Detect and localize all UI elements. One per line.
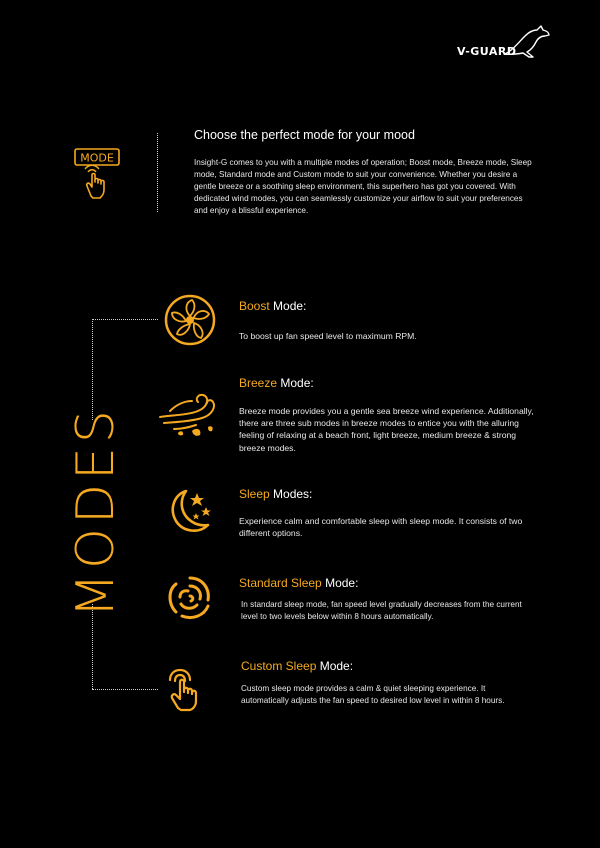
mode-desc-sleep: Experience calm and comfortable sleep with sleep mode. It consists of two different options. — [239, 516, 523, 539]
mode-hand-icon — [74, 148, 120, 200]
kangaroo-icon — [503, 24, 551, 60]
intro-body: Insight-G comes to you with a multiple modes of operation; Boost mode, Breeze mode, Sleep mode, Standard mode and Custom mode to suit your convenience. Whether you desire a gentle breeze or a soothing sleep environment, this superhero has got you covered. With dedicated wind modes, you can seamlessly customize your airflow to suit your preferences and enjoy a blissful experience. — [194, 158, 532, 215]
mode-desc-custom-sleep: Custom sleep mode provides a calm & quiet sleeping experience. It automatically adjusts the fan speed to desired low level in within 8 hours. — [241, 684, 505, 706]
fan-icon — [164, 294, 216, 351]
brand-logo — [455, 24, 550, 64]
logo-text: V-GUARD — [457, 45, 517, 58]
mode-desc-breeze: Breeze mode provides you a gentle sea breeze wind experience. Additionally, there are three sub modes in breeze modes to entice you with the alluring feeling of relaxing at a beach front, light breeze, medium breeze & strong breeze modes. — [239, 406, 534, 453]
mode-title-breeze: Breeze Mode: — [239, 376, 314, 390]
bracket-line — [92, 689, 158, 690]
breeze-icon — [158, 391, 220, 446]
intro-divider — [157, 133, 158, 212]
mode-title-standard-sleep: Standard Sleep Mode: — [239, 576, 359, 590]
mode-title-sleep: Sleep Modes: — [239, 487, 313, 501]
touch-hand-icon — [166, 668, 214, 717]
bracket-line — [92, 319, 158, 320]
mode-desc-standard-sleep: In standard sleep mode, fan speed level gradually decreases from the current level to two levels below within 8 hours automatically. — [241, 600, 522, 622]
moon-stars-icon — [166, 487, 216, 542]
mode-icon-label: MODE — [80, 151, 114, 165]
mode-desc-boost: To boost up fan speed level to maximum RPM. — [239, 331, 417, 341]
intro-title: Choose the perfect mode for your mood — [194, 128, 415, 142]
section-vertical-title: MODES — [66, 406, 126, 618]
mode-title-custom-sleep: Custom Sleep Mode: — [241, 659, 354, 673]
spiral-icon — [164, 572, 216, 629]
mode-title-boost: Boost Mode: — [239, 299, 307, 313]
bracket-line — [92, 319, 93, 420]
